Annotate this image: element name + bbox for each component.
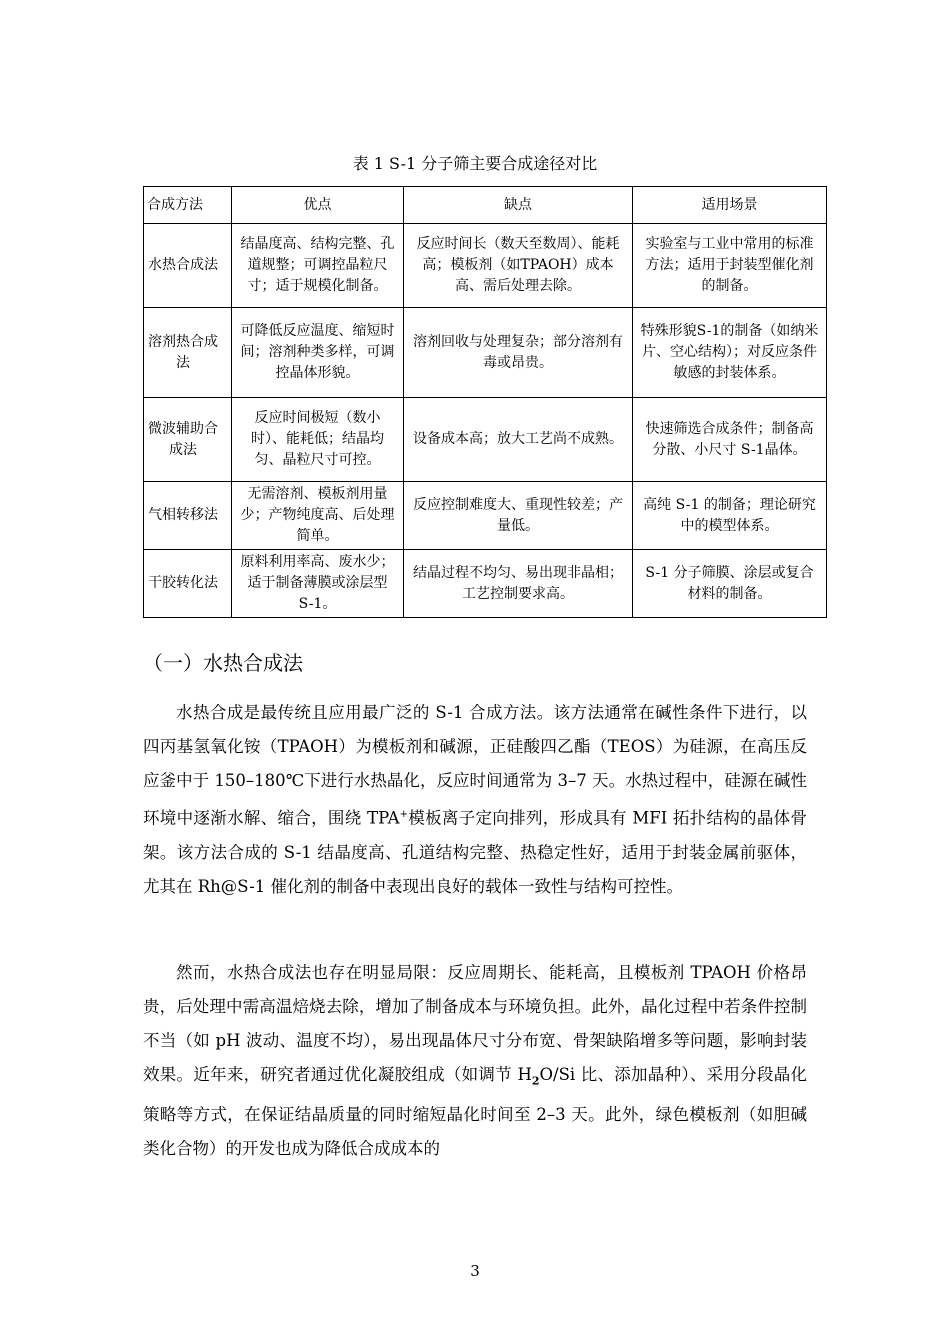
method-cell: 水热合成法 [148, 257, 218, 273]
page-number: 3 [470, 1262, 480, 1280]
cons-cell: 设备成本高；放大工艺尚不成熟。 [404, 398, 633, 482]
cons-cell: 结晶过程不均匀、易出现非晶相；工艺控制要求高。 [404, 550, 633, 618]
cons-cell: 反应时间长（数天至数周）、能耗高；模板剂（如TPAOH）成本高、需后处理去除。 [404, 224, 633, 308]
body-paragraph: 然而，水热合成法也存在明显局限：反应周期长、能耗高，且模板剂 TPAOH 价格昂贵，后处理中需高温焙烧去除，增加了制备成本与环境负担。此外，晶化过程中若条件控制不当（如 pH 波动、温度不均），易出现晶体尺寸分布宽、骨架缺陷增多等问题，影响封装效果。近年来，研究者通过优化凝胶组成（如调节 $H_2O/Si$ 比、添加晶种）、采用分段晶化策略等方式，在保证结晶质量的同时缩短晶化时间至 2–3 天。此外，绿色模板剂（如胆碱类化合物）的开发也成为降低合成成本的 [143, 963, 807, 1159]
pros-cell: 反应时间极短（数小时）、能耗低；结晶均匀、晶粒尺寸可控。 [232, 398, 404, 482]
body-paragraph: 水热合成是最传统且应用最广泛的 S-1 合成方法。该方法通常在碱性条件下进行，以四丙基氢氧化铵（TPAOH）为模板剂和碱源，正硅酸四乙酯（TEOS）为硅源，在高压反应釜中于 150–180℃下进行水热晶化，反应时间通常为 3–7 天。水热过程中，硅源在碱性环境中逐渐水解、缩合，围绕 TPA+模板离子定向排列，形成具有 MFI 拓扑结构的晶体骨架。该方法合成的 S-1 结晶度高、孔道结构完整、热稳定性好，适用于封装金属前驱体，尤其在 Rh@S-1 催化剂的制备中表现出良好的载体一致性与结构可控性。 [143, 703, 807, 896]
cons-cell: 反应控制难度大、重现性较差；产量低。 [404, 482, 633, 550]
header-pros: 优点 [232, 187, 404, 224]
table-row [144, 482, 827, 550]
section-heading: （一）水热合成法 [143, 651, 303, 675]
scene-cell: 快速筛选合成条件；制备高分散、小尺寸 S-1晶体。 [633, 398, 827, 482]
table-header-row [144, 187, 827, 224]
method-cell: 微波辅助合成法 [148, 420, 218, 458]
header-scene: 适用场景 [633, 187, 827, 224]
pros-cell: 无需溶剂、模板剂用量少；产物纯度高、后处理简单。 [232, 482, 404, 550]
table-caption: 表 1 S-1 分子筛主要合成途径对比 [352, 154, 598, 173]
method-cell: 干胶转化法 [148, 575, 218, 591]
scene-cell: 高纯 S-1 的制备；理论研究中的模型体系。 [633, 482, 827, 550]
superscript: + [399, 809, 408, 820]
scene-cell: 特殊形貌S-1的制备（如纳米片、空心结构）；对反应条件敏感的封装体系。 [633, 308, 827, 398]
synthesis-comparison-table [143, 186, 827, 618]
table-row [144, 550, 827, 618]
pros-cell: 结晶度高、结构完整、孔道规整；可调控晶粒尺寸；适于规模化制备。 [232, 224, 404, 308]
method-cell: 气相转移法 [148, 507, 218, 523]
header-cons: 缺点 [404, 187, 633, 224]
header-method: 合成方法 [144, 187, 232, 224]
scene-cell: 实验室与工业中常用的标准方法；适用于封装型催化剂的制备。 [633, 224, 827, 308]
method-cell: 溶剂热合成法 [148, 333, 218, 371]
scene-cell: S-1 分子筛膜、涂层或复合材料的制备。 [633, 550, 827, 618]
pros-cell: 原料利用率高、废水少；适于制备薄膜或涂层型 S-1。 [232, 550, 404, 618]
subscript: 2 [531, 1074, 540, 1088]
cons-cell: 溶剂回收与处理复杂；部分溶剂有毒或昂贵。 [404, 308, 633, 398]
pros-cell: 可降低反应温度、缩短时间；溶剂种类多样，可调控晶体形貌。 [232, 308, 404, 398]
table-row [144, 398, 827, 482]
table-row [144, 224, 827, 308]
table-row [144, 308, 827, 398]
